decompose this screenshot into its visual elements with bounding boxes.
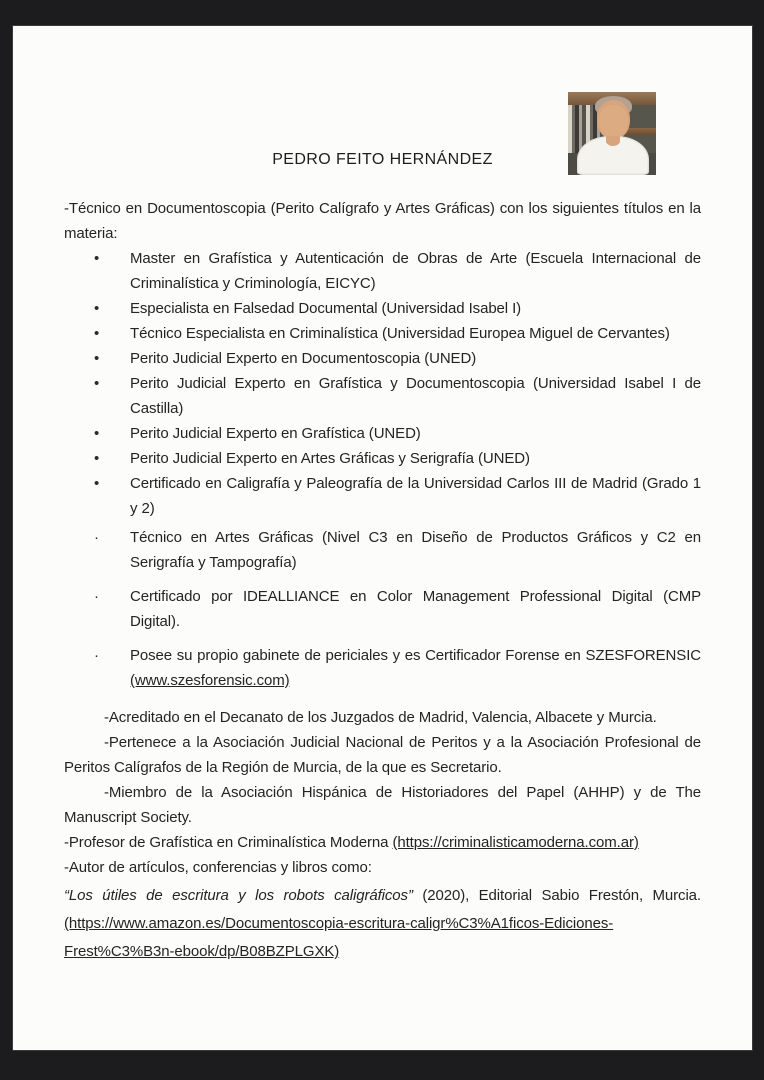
criminalisticamoderna-link[interactable]: (https://criminalisticamoderna.com.ar) bbox=[392, 834, 639, 851]
memberships-section bbox=[64, 705, 701, 966]
qualification-item: • Técnico Especialista en Criminalística (Universidad Europea Miguel de Cervantes) bbox=[64, 321, 701, 346]
bullet-icon: · bbox=[94, 588, 99, 605]
bullet-icon: • bbox=[94, 350, 100, 367]
qualification-item: • Perito Judicial Experto en Artes Gráficas y Serigrafía (UNED) bbox=[64, 446, 701, 471]
libro-paragraph: “Los útiles de escritura y los robots caligráficos” (2020), Editorial Sabio Frestón, Murcia. (https://www.amazon.es/Documentoscopia-escritura-caligr%C3%A1ficos-Ediciones-Frest%C3%B3n-ebook/dp/B08BZPLGXK) bbox=[64, 887, 701, 960]
qualification-text: Posee su propio gabinete de periciales y es Certificador Forense en SZESFORENSIC bbox=[130, 647, 701, 664]
bullet-icon: • bbox=[94, 450, 100, 467]
book-title: “Los útiles de escritura y los robots caligráficos” bbox=[64, 887, 413, 904]
intro-paragraph: -Técnico en Documentoscopia (Perito Calígrafo y Artes Gráficas) con los siguientes títulos en la materia: bbox=[64, 200, 701, 242]
qualification-item bbox=[64, 643, 701, 693]
qualification-item: • Perito Judicial Experto en Documentoscopia (UNED) bbox=[64, 346, 701, 371]
acreditado-paragraph: -Acreditado en el Decanato de los Juzgados de Madrid, Valencia, Albacete y Murcia. bbox=[104, 709, 657, 726]
szesforensic-link[interactable]: (www.szesforensic.com) bbox=[130, 672, 290, 689]
document-content bbox=[12, 147, 753, 966]
bullet-icon: • bbox=[94, 425, 100, 442]
qualification-item: • Perito Judicial Experto en Grafística (UNED) bbox=[64, 421, 701, 446]
bullet-icon: · bbox=[94, 529, 99, 546]
amazon-link[interactable]: (https://www.amazon.es/Documentoscopia-escritura-caligr%C3%A1ficos-Ediciones-Frest%C3%B3n-ebook/dp/B08BZPLGXK) bbox=[64, 915, 614, 960]
bullet-icon: • bbox=[94, 250, 100, 267]
person-neck bbox=[606, 136, 620, 146]
qualification-item: · Técnico en Artes Gráficas (Nivel C3 en Diseño de Productos Gráficos y C2 en Serigrafía y Tampografía) bbox=[64, 525, 701, 575]
qualification-item: • Especialista en Falsedad Documental (Universidad Isabel I) bbox=[64, 296, 701, 321]
bullet-icon: • bbox=[94, 375, 100, 392]
qualification-item: • Perito Judicial Experto en Grafística y Documentoscopia (Universidad Isabel I de Castilla) bbox=[64, 371, 701, 421]
autor-paragraph: -Autor de artículos, conferencias y libros como: bbox=[64, 859, 372, 876]
qualification-item: • Master en Grafística y Autenticación de Obras de Arte (Escuela Internacional de Criminalística y Criminología, EICYC) bbox=[64, 246, 701, 296]
qualification-item: • Certificado en Caligrafía y Paleografía de la Universidad Carlos III de Madrid (Grado 1 y 2) bbox=[64, 471, 701, 521]
qualifications-list bbox=[64, 246, 701, 693]
person-face bbox=[599, 105, 628, 138]
page-title: PEDRO FEITO HERNÁNDEZ bbox=[272, 151, 493, 168]
bullet-icon: · bbox=[94, 647, 99, 664]
pertenece-paragraph: -Pertenece a la Asociación Judicial Nacional de Peritos y a la Asociación Profesional de Peritos Calígrafos de la Región de Murcia, de la que es Secretario. bbox=[64, 734, 701, 776]
bullet-icon: • bbox=[94, 475, 100, 492]
bullet-icon: • bbox=[94, 300, 100, 317]
profesor-paragraph: -Profesor de Grafística en Criminalística Moderna (https://criminalisticamoderna.com.ar) bbox=[64, 834, 639, 851]
miembro-paragraph: -Miembro de la Asociación Hispánica de Historiadores del Papel (AHHP) y de The Manuscript Society. bbox=[64, 784, 701, 826]
bullet-icon: • bbox=[94, 325, 100, 342]
qualification-item: · Certificado por IDEALLIANCE en Color Management Professional Digital (CMP Digital). bbox=[64, 584, 701, 634]
document-page bbox=[12, 25, 753, 1051]
